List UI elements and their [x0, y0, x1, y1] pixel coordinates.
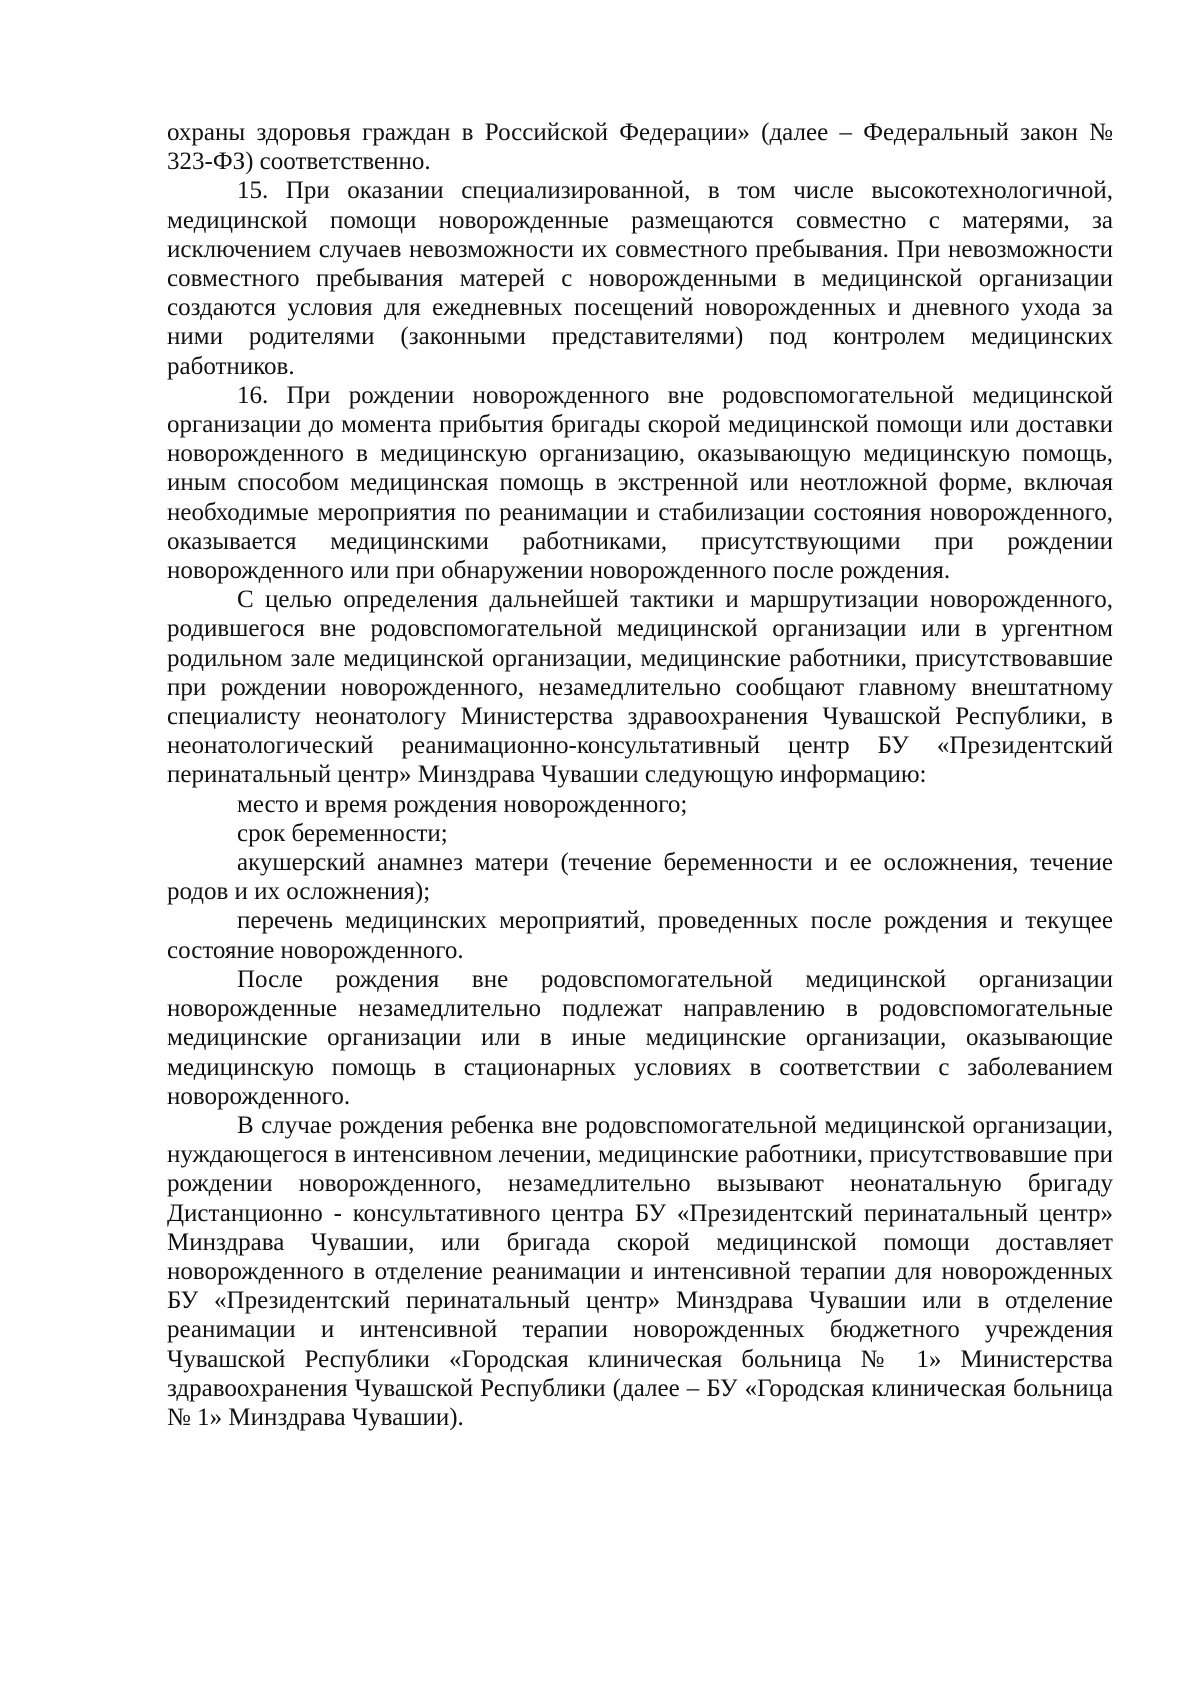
paragraph-item-15: 15. При оказании специализированной, в том числе высокотехнологичной, медицинской помощи новорожденные размещаются совместно с матерями, за исключением случаев невозможности их совместного пребывания. При невозможности совместного пребывания матерей с новорожденными в медицинской организации создаются условия для ежедневных посещений новорожденных и дневного ухода за ними родителями (законными представителями) под контролем медицинских работников.: [167, 177, 1113, 380]
paragraph-after-birth: После рождения вне родовспомогательной медицинской организации новорожденные незамедлительно подлежат направлению в родовспомогательные медицинские организации или в иные медицинские организации, оказывающие медицинскую помощь в стационарных условиях в соответствии с заболеванием новорожденного.: [167, 965, 1113, 1110]
list-item-place-time: место и время рождения новорожденного;: [237, 790, 688, 818]
list-item-obstetric-history: акушерский анамнез матери (течение беременности и ее осложнения, течение родов и их осложнения);: [167, 849, 1113, 906]
paragraph-continuation: охраны здоровья граждан в Российской Федерации» (далее – Федеральный закон № 323-ФЗ) соответственно.: [167, 119, 1113, 176]
paragraph-intensive-care: В случае рождения ребенка вне родовспомогательной медицинской организации, нуждающегося в интенсивном лечении, медицинские работники, присутствовавшие при рождении новорожденного, незамедлительно вызывают неонатальную бригаду Дистанционно - консультативного центра БУ «Президентский перинатальный центр» Минздрава Чувашии, или бригада скорой медицинской помощи доставляет новорожденного в отделение реанимации и интенсивной терапии для новорожденных БУ «Президентский перинатальный центр» Минздрава Чувашии или в отделение реанимации и интенсивной терапии новорожденных бюджетного учреждения Чувашской Республики «Городская клиническая больница № 1» Министерства здравоохранения Чувашской Республики (далее – БУ «Городская клиническая больница № 1» Минздрава Чувашии).: [167, 1111, 1113, 1431]
list-item-pregnancy-term: срок беременности;: [237, 819, 448, 847]
paragraph-item-16: 16. При рождении новорожденного вне родовспомогательной медицинской организации до момента прибытия бригады скорой медицинской помощи или доставки новорожденного в медицинскую организацию, оказывающую медицинскую помощь, иным способом медицинская помощь в экстренной или неотложной форме, включая необходимые мероприятия по реанимации и стабилизации состояния новорожденного, оказывается медицинскими работниками, присутствующими при рождении новорожденного или при обнаружении новорожденного после рождения.: [167, 381, 1113, 585]
paragraph-routing-info: С целью определения дальнейшей тактики и маршрутизации новорожденного, родившегося вне родовспомогательной медицинской организации или в ургентном родильном зале медицинской организации, медицинские работники, присутствовавшие при рождении новорожденного, незамедлительно сообщают главному внештатному специалисту неонатологу Министерства здравоохранения Чувашской Республики, в неонатологический реанимационно-консультативный центр БУ «Президентский перинатальный центр» Минздрава Чувашии следующую информацию:: [167, 586, 1113, 789]
document-body: [167, 118, 1113, 1432]
list-item-medical-measures: перечень медицинских мероприятий, проведенных после рождения и текущее состояние новорожденного.: [167, 907, 1113, 964]
